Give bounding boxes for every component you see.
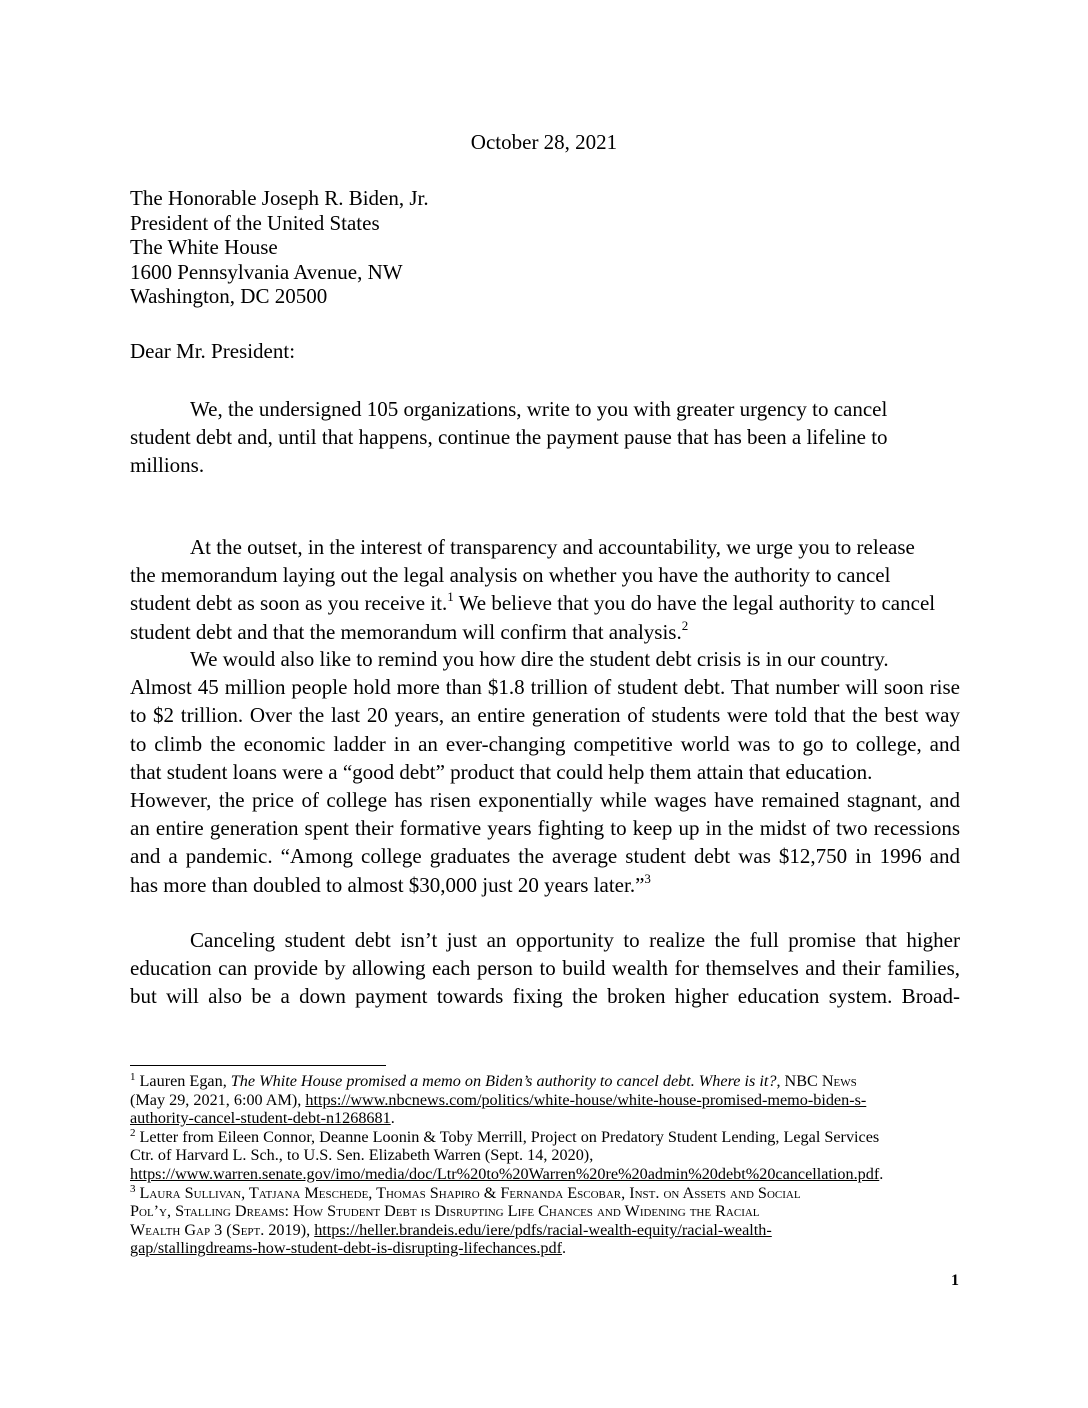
text-run: . — [879, 1164, 884, 1183]
text-run: (May 29, 2021, 6:00 AM), — [130, 1090, 306, 1109]
footnote-3-line — [130, 1221, 970, 1240]
article-title: The White House promised a memo on Biden’s authority to cancel debt. Where is it? — [230, 1072, 777, 1090]
paragraph-line: education can provide by allowing each person to build wealth for themselves and their families, — [130, 956, 960, 981]
address-line: President of the United States — [130, 210, 380, 235]
footnote-number: 2 — [130, 1126, 136, 1139]
text-run: . — [390, 1109, 395, 1128]
footnote-link[interactable]: https://www.warren.senate.gov/imo/media/doc/Ltr%20to%20Warren%20re%20admin%20debt%20cancellation.pdf — [130, 1164, 880, 1183]
paragraph-line: the memorandum laying out the legal analysis on whether you have the authority to cancel — [130, 563, 891, 588]
page-number: 1 — [951, 1272, 959, 1289]
paragraph-line: Canceling student debt isn’t just an opportunity to realize the full promise that higher — [190, 928, 960, 952]
text-run: has more than doubled to almost $30,000 just 20 years later.” — [130, 872, 645, 897]
footnote-ref-2[interactable]: 2 — [681, 617, 689, 633]
text-run: Letter from Eileen Connor, Deanne Loonin & Toby Merrill, Project on Predatory Student Lending, Legal Services — [135, 1127, 880, 1146]
paragraph-4 — [130, 926, 960, 1011]
footnote-ref-3[interactable]: 3 — [644, 870, 651, 886]
paragraph-line: and a pandemic. “Among college graduates the average student debt was $12,750 in 1996 and — [130, 844, 960, 869]
paragraph-line: However, the price of college has risen exponentially while wages have remained stagnant, and — [130, 788, 960, 813]
footnote-2 — [130, 1128, 970, 1147]
footnote-2-line — [130, 1165, 970, 1184]
letter-date: October 28, 2021 — [470, 130, 618, 154]
footnote-number: 3 — [130, 1182, 136, 1195]
address-line: The White House — [130, 235, 278, 260]
paragraph-3 — [130, 645, 960, 899]
publication: , NBC News — [776, 1072, 857, 1090]
text-run: We believe that you do have the legal authority to cancel — [453, 591, 936, 616]
footnote-1 — [130, 1072, 970, 1091]
paragraph-line: student debt and, until that happens, continue the payment pause that has been a lifeline to — [130, 425, 888, 450]
footnote-1-line — [130, 1091, 970, 1110]
footnotes — [130, 1072, 970, 1258]
paragraph-line: that student loans were a “good debt” product that could help them attain that education. — [130, 759, 873, 784]
footnote-ref-1[interactable]: 1 — [447, 589, 454, 605]
address-line: 1600 Pennsylvania Avenue, NW — [130, 259, 403, 284]
footnote-3-line — [130, 1239, 970, 1258]
footnote-1-line — [130, 1109, 970, 1128]
salutation: Dear Mr. President: — [130, 339, 296, 363]
footnote-3 — [130, 1184, 970, 1203]
paragraph-line: We, the undersigned 105 organizations, write to you with greater urgency to cancel — [190, 397, 888, 421]
text-run: Laura Sullivan, Tatjana Meschede, Thomas Shapiro & Fernanda Escobar, Inst. on Assets and Social — [135, 1183, 801, 1202]
paragraph-line: to $2 trillion. Over the last 20 years, an entire generation of students were told that the best way — [130, 703, 960, 728]
footnote-2-line: Ctr. of Harvard L. Sch., to U.S. Sen. Elizabeth Warren (Sept. 14, 2020), — [130, 1146, 594, 1165]
paragraph-line: millions. — [130, 453, 205, 478]
paragraph-2 — [130, 533, 960, 646]
footnote-number: 1 — [130, 1071, 136, 1083]
paragraph-1 — [130, 395, 960, 480]
text-run: Wealth Gap 3 (Sept. 2019), — [130, 1220, 315, 1239]
footnote-link[interactable]: https://heller.brandeis.edu/iere/pdfs/racial-wealth-equity/racial-wealth- — [314, 1220, 772, 1239]
paragraph-line: We would also like to remind you how dire the student debt crisis is in our country. — [190, 647, 889, 671]
paragraph-line — [130, 871, 960, 899]
paragraph-line — [130, 618, 960, 646]
text-run: student debt as soon as you receive it. — [130, 591, 448, 616]
paragraph-line: Almost 45 million people hold more than $1.8 trillion of student debt. That number will soon rise — [130, 675, 960, 700]
paragraph-line: At the outset, in the interest of transparency and accountability, we urge you to release — [190, 535, 915, 559]
paragraph-line — [130, 589, 960, 617]
footnote-separator — [130, 1065, 386, 1066]
footnote-link[interactable]: authority-cancel-student-debt-n1268681 — [130, 1109, 391, 1128]
recipient-address — [130, 186, 960, 309]
footnote-link[interactable]: https://www.nbcnews.com/politics/white-house/white-house-promised-memo-biden-s- — [305, 1090, 867, 1109]
footnote-link[interactable]: gap/stallingdreams-how-student-debt-is-disrupting-lifechances.pdf — [130, 1239, 562, 1258]
paragraph-line: an entire generation spent their formative years fighting to keep up in the midst of two recessions — [130, 816, 960, 841]
paragraph-line: but will also be a down payment towards fixing the broken higher education system. Broad- — [130, 984, 960, 1009]
text-run: Lauren Egan, — [135, 1072, 231, 1090]
text-run: student debt and that the memorandum will confirm that analysis. — [130, 619, 682, 644]
address-line: Washington, DC 20500 — [130, 284, 328, 309]
text-run: . — [562, 1239, 567, 1258]
address-line: The Honorable Joseph R. Biden, Jr. — [130, 186, 429, 210]
footnote-3-line: Pol’y, Stalling Dreams: How Student Debt is Disrupting Life Chances and Widening the Racial — [130, 1202, 760, 1221]
paragraph-line: to climb the economic ladder in an ever-changing competitive world was to go to college, and — [130, 731, 960, 756]
